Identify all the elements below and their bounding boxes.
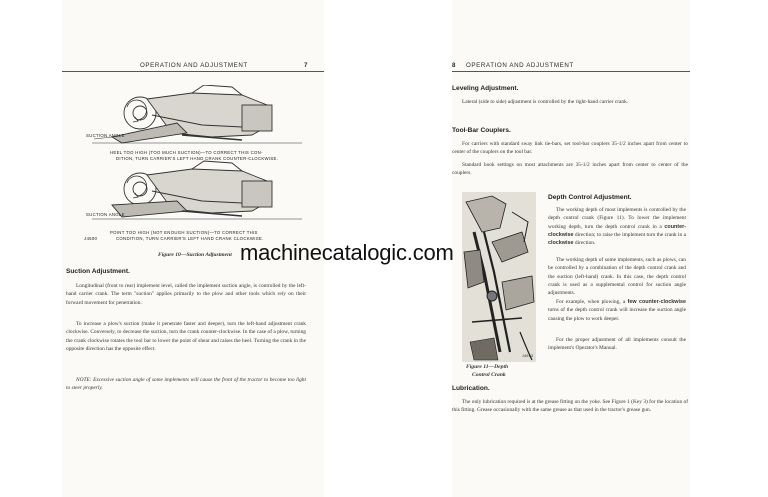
paragraph	[548, 206, 686, 247]
suction-angle-label-bottom: SUCTION ANGLE	[86, 212, 125, 217]
header-title: OPERATION AND ADJUSTMENT	[140, 62, 248, 69]
header-title: OPERATION AND ADJUSTMENT	[466, 62, 574, 69]
section-heading: Depth Control Adjustment.	[548, 194, 632, 201]
paragraph-text: Standard hook settings on most attachments are 35-1/2 inches apart from center to center of the couplers.	[452, 162, 688, 177]
watermark: machinecatalogic.com	[240, 240, 454, 265]
paragraph	[452, 398, 688, 415]
paragraph	[66, 282, 306, 307]
heel-warning-line1: HEEL TOO HIGH (TOO MUCH SUCTION)—TO CORRECT THIS CON-	[110, 150, 263, 155]
paragraph-text: To increase a plow's suction (make it penetrate faster and deeper), turn the left-hand adjustment crank clockwise. Conversely, to decrease the suction, turn the crank counter-clockwise. In the case of a plow, turning the crank clockwise rotates the tool bar to lower the point of shear and raises the heel. Turning the crank in the opposite direction has the opposite effect.	[66, 321, 306, 352]
depth-control-crank-illustration	[462, 192, 536, 362]
right-page	[452, 0, 690, 497]
paragraph	[452, 161, 688, 178]
paragraph-text: The working depth of most implements is controlled by the depth control crank (Figure 11). To lower the implement working depth, turn the depth control crank in a	[548, 207, 686, 230]
paragraph-text: direction; to raise the implement turn the crank in a	[573, 231, 686, 238]
paragraph	[66, 320, 306, 353]
point-warning-line1: POINT TOO HIGH (NOT ENOUGH SUCTION)—TO CORRECT THIS	[110, 230, 258, 235]
note-paragraph	[66, 376, 306, 393]
paragraph-text: direction.	[573, 240, 596, 247]
paragraph-bold: few counter-clockwise	[627, 299, 686, 305]
point-warning-line2: CONDITION, TURN CARRIER'S LEFT HAND CRANK CLOCKWISE.	[116, 236, 264, 241]
figure-caption-line2: Control Crank	[472, 372, 506, 378]
figure-code: J4500	[84, 236, 98, 241]
note-text: NOTE: Excessive suction angle of some implements will cause the front of the tractor to become too light to steer properly.	[66, 377, 306, 392]
paragraph-bold: counter-clockwise	[548, 223, 686, 238]
tractor-bottom-drawing	[92, 161, 302, 219]
paragraph-text: turns of the depth control crank will increase the suction angle causing the plow to work deeper.	[548, 307, 686, 322]
page-header	[452, 62, 690, 72]
paragraph	[452, 98, 688, 106]
page-number: 7	[303, 62, 308, 69]
paragraph	[548, 298, 686, 323]
suction-angle-label-top: SUCTION ANGLE	[86, 133, 125, 138]
paragraph-text: For carriers with standard sway link tie-bars, set tool-bar couplers 35-1/2 inches apart from center to center of the couplers on the tool bar.	[452, 141, 688, 156]
paragraph-text: Lateral (side to side) adjustment is controlled by the right-hand carrier crank.	[462, 99, 629, 105]
figure-caption: Figure 10—Suction Adjustment	[158, 252, 232, 258]
paragraph-text: For the proper adjustment of all implements consult the implement's Operator's Manual.	[548, 337, 686, 352]
section-heading: Lubrication.	[452, 385, 490, 392]
paragraph-text: The only lubrication required is at the grease fitting on the yoke. See Figure 1 (Key 3) for the location of this fitting. Grease occasionally with the same grease as that used in the tractor's grease gun.	[452, 399, 688, 414]
paragraph-text: The working depth of some implements, such as plows, can be controlled by a combination of the depth control crank and the suction (left-hand) crank. In this case, the depth control crank is used as a supplemental control for suction angle adjustments.	[548, 257, 686, 297]
section-heading: Suction Adjustment.	[66, 268, 130, 275]
paragraph-text: For example, when plowing, a	[556, 299, 628, 305]
paragraph-bold: clockwise	[548, 240, 574, 247]
paragraph-text: Longitudinal (front to rear) implement level, called the implement suction angle, is controlled by the left-hand carrier crank. The term "suction" applies primarily to the plow and other tools which rely on their forward movement for penetration.	[66, 283, 306, 306]
paragraph	[548, 256, 686, 297]
paragraph	[452, 140, 688, 157]
paragraph	[548, 336, 686, 353]
page-header	[62, 62, 324, 72]
section-heading: Tool-Bar Couplers.	[452, 127, 511, 134]
figure-caption-line1: Figure 11—Depth	[466, 364, 509, 370]
heel-warning-line2: DITION, TURN CARRIER'S LEFT HAND CRANK COUNTER-CLOCKWISE.	[116, 156, 279, 161]
page-number: 8	[452, 62, 457, 69]
figure-code: J4503	[522, 354, 534, 358]
section-heading: Leveling Adjustment.	[452, 85, 519, 92]
